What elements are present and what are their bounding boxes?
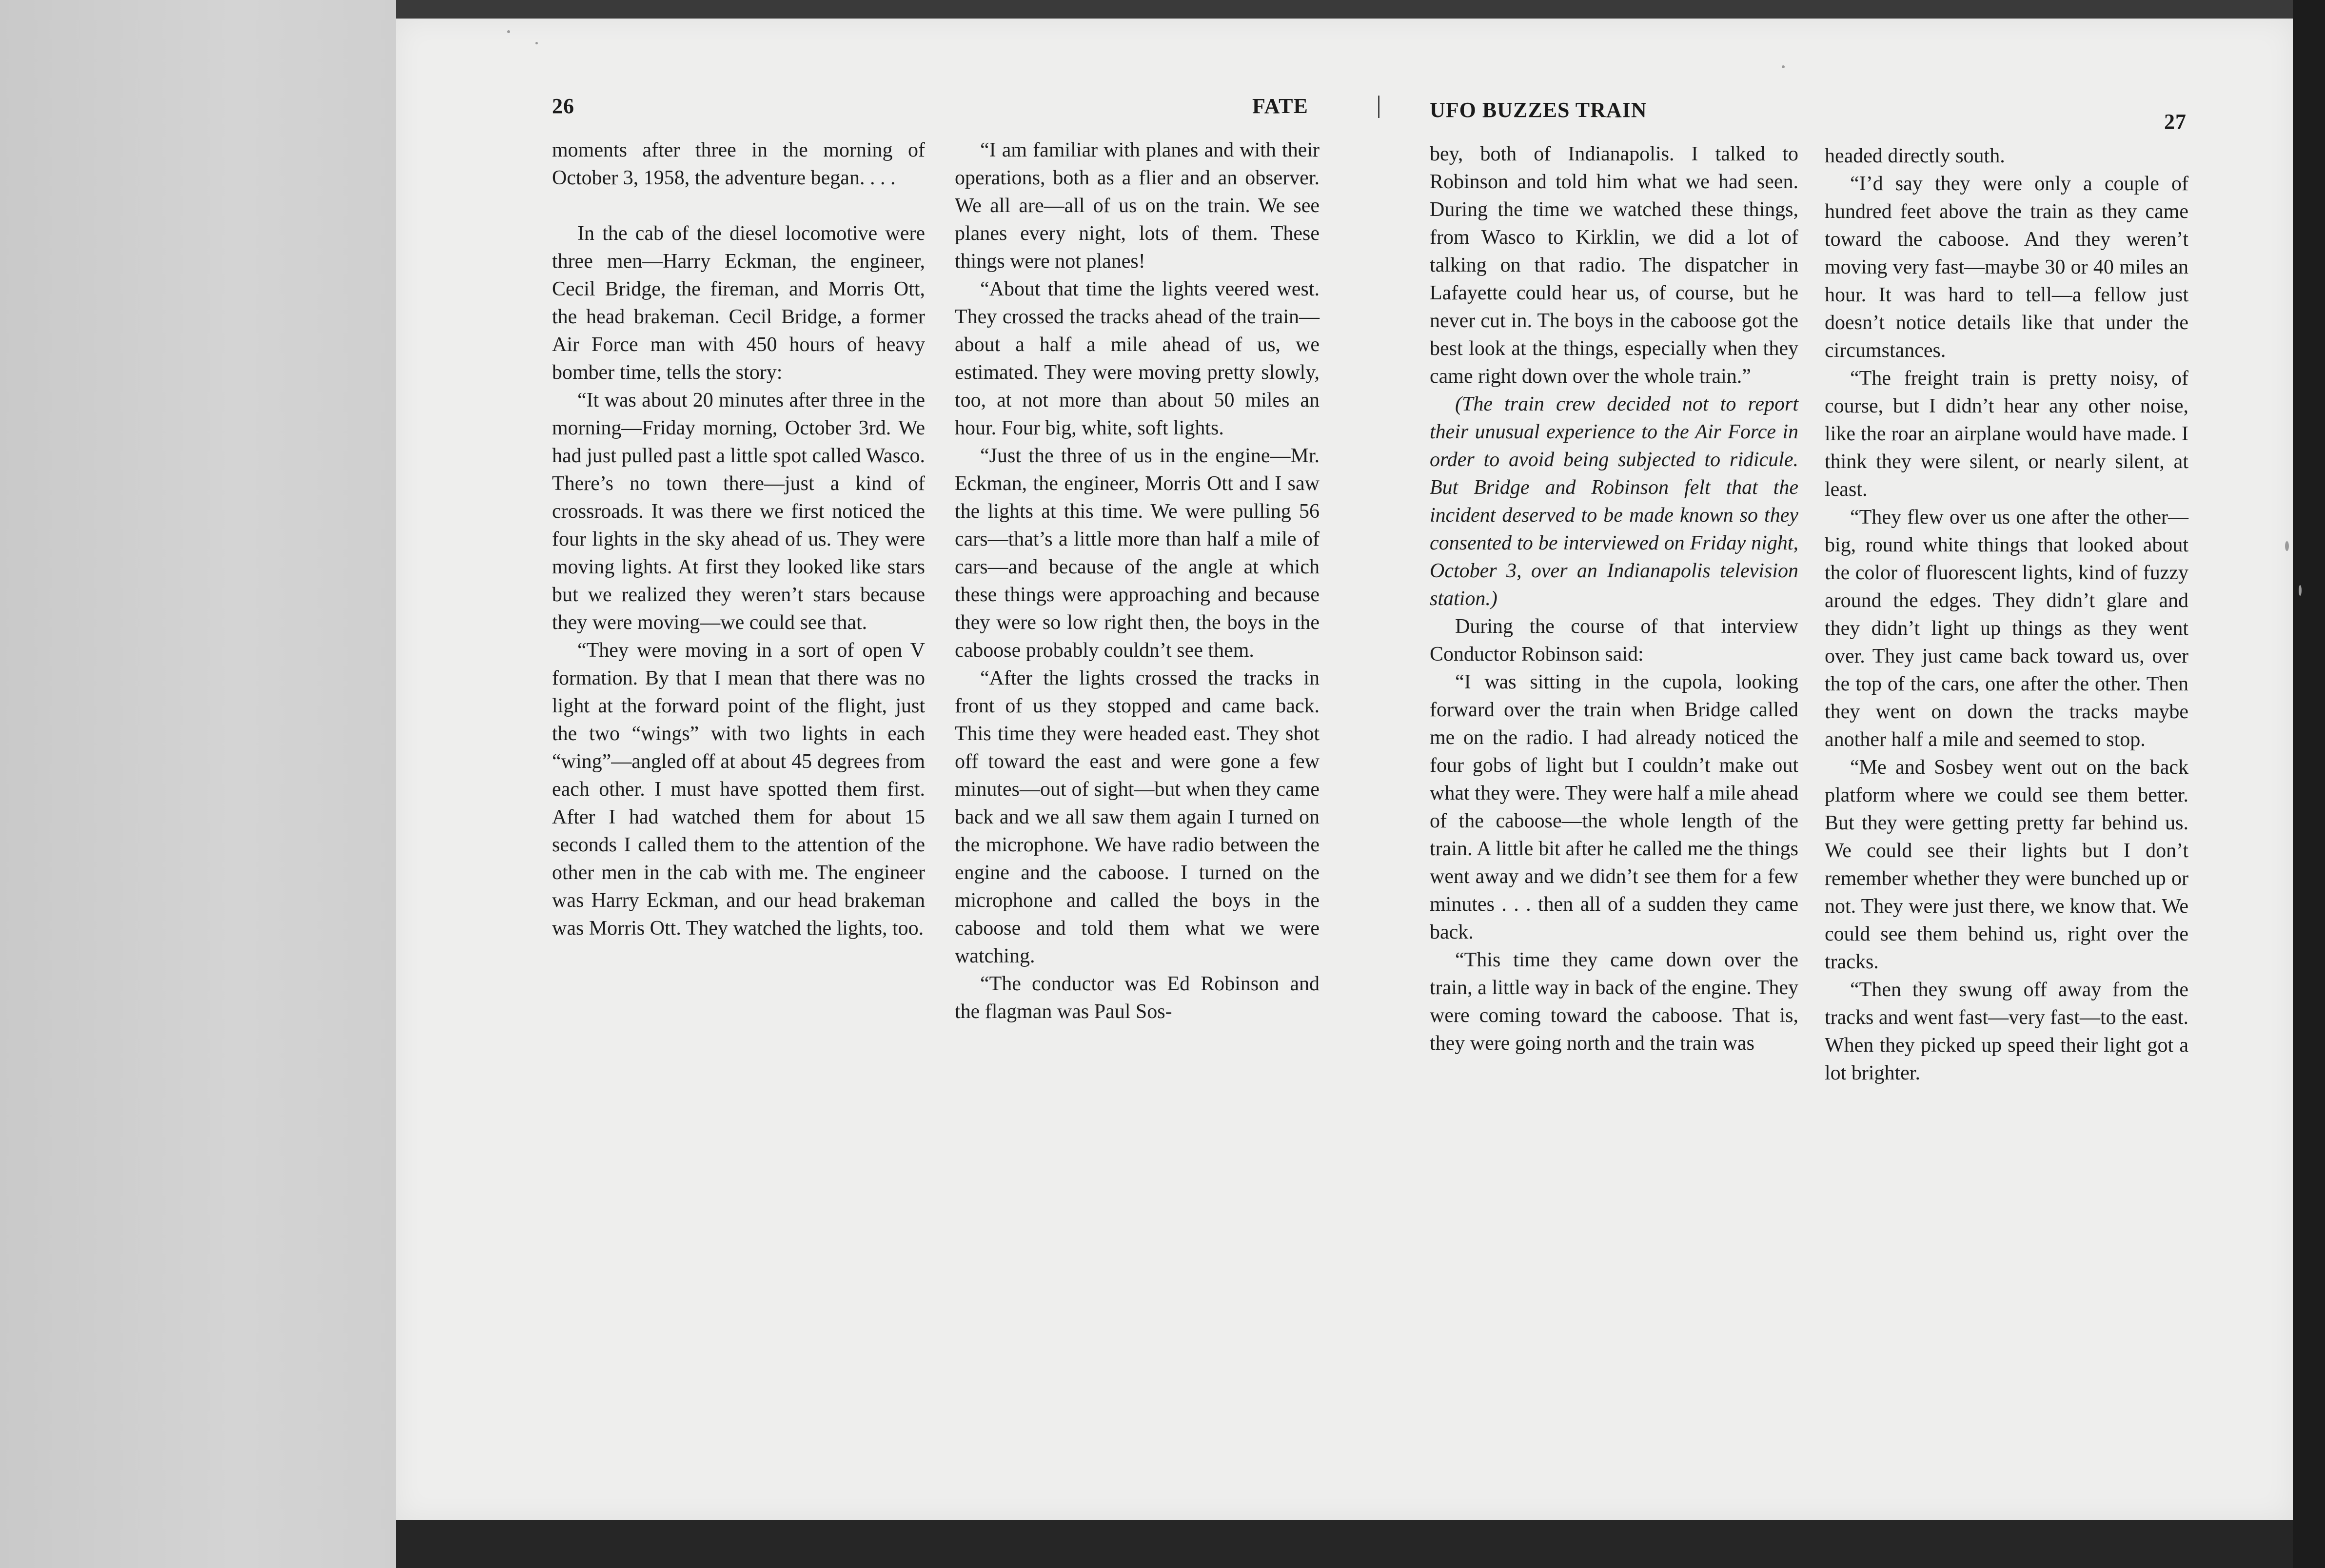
paragraph: headed directly south. — [1825, 145, 2005, 167]
column-1 — [552, 137, 925, 942]
dust-speck — [535, 42, 538, 44]
scan-right-edge — [2293, 0, 2325, 1568]
paragraph: (The train crew decided not to report their unusual experience to the Air Force in order to avoid being subjected to ridicule. But Bridge and Robinson felt that the incident deserved to be made known so they consented to be interviewed on Friday night, October 3, over an Indianapolis television station.) — [1430, 393, 1798, 610]
gutter-divider — [1378, 96, 1379, 118]
paragraph: During the course of that interview Conductor Robinson said: — [1430, 615, 1798, 666]
paragraph: “Just the three of us in the engine—Mr. Eckman, the engineer, Morris Ott and I saw the lights at this time. We were pulling 56 cars—that’s a little more than half a mile of cars—and because of the angle at which these things were approaching and because they were so low right then, the boys in the caboose probably couldn’t see them. — [955, 445, 1320, 662]
right-running-head: UFO BUZZES TRAIN — [1430, 98, 1647, 122]
dust-speck — [507, 30, 510, 33]
column-4 — [1825, 142, 2188, 1087]
paragraph: “I was sitting in the cupola, looking forward over the train when Bridge called me on the radio. I had already noticed the four gobs of light but I couldn’t make out what they were. They were half a mile ahead of the caboose—the whole length of the train. A little bit after he called me the things went away and we didn’t see them for a few minutes . . . then all of a sudden they came back. — [1430, 671, 1798, 943]
paragraph: “They flew over us one after the other—big, round white things that looked about the color of fluorescent lights, kind of fuzzy around the edges. They didn’t glare and they didn’t light up things as they went over. They just came back toward us, over the top of the cars, one after the other. Then they went on down the tracks maybe another half a mile and seemed to stop. — [1825, 506, 2188, 751]
left-running-head: FATE — [1252, 94, 1308, 118]
dust-speck — [2285, 541, 2289, 551]
paragraph: “Then they swung off away from the tracks and went fast—very fast—to the east. When they picked up speed their light got a lot brighter. — [1825, 979, 2188, 1084]
paragraph: “They were moving in a sort of open V formation. By that I mean that there was no light at the forward point of the flight, just the two “wings” with two lights in each “wing”—angled off at about 45 degrees from each other. I must have spotted them first. After I had watched them for about 15 seconds I called them to the attention of the other men in the cab with me. The engineer was Harry Eckman, and our head brakeman was Morris Ott. They watched the lights, too. — [552, 639, 925, 940]
paragraph: bey, both of Indianapolis. I talked to Robinson and told him what we had seen. During the time we watched these things, from Wasco to Kirklin, we did a lot of talking on that radio. The dispatcher in Lafayette could hear us, of course, but he never cut in. The boys in the caboose got the best look at the things, especially when they came right down over the whole train.” — [1430, 143, 1798, 388]
paragraph: “The conductor was Ed Robinson and the flagman was Paul Sos- — [955, 973, 1320, 1023]
paragraph: In the cab of the diesel locomotive were three men—Harry Eckman, the engineer, Cecil Bridge, the fireman, and Morris Ott, the head brakeman. Cecil Bridge, a former Air Force man with 450 hours of heavy bomber time, tells the story: — [552, 222, 925, 384]
scan-bottom-edge — [396, 1520, 2325, 1568]
right-page-number: 27 — [2164, 110, 2187, 134]
left-page-number: 26 — [552, 94, 574, 118]
paragraph: “The freight train is pretty noisy, of course, but I didn’t hear any other noise, like the roar an airplane would have made. I think they were silent, or nearly silent, at least. — [1825, 367, 2188, 501]
paragraph: “After the lights crossed the tracks in front of us they stopped and came back. This time they were headed east. They shot off toward the east and were gone a few minutes—out of sight—but when they came back and we all saw them again I turned on the microphone. We have radio between the engine and the caboose. I turned on the microphone and called the boys in the caboose and told them what we were watching. — [955, 667, 1320, 967]
paragraph: “This time they came down over the train, a little way in back of the engine. They were coming toward the caboose. That is, they were going north and the train was — [1430, 949, 1798, 1055]
paragraph: “Me and Sosbey went out on the back platform where we could see them better. But they were getting pretty far behind us. We could see their lights but I don’t remember whether they were bunched up or not. They were just there, we know that. We could see them behind us, right over the tracks. — [1825, 756, 2188, 973]
dust-speck — [1782, 65, 1785, 68]
paragraph: moments after three in the morning of October 3, 1958, the adventure began. . . . — [552, 139, 925, 189]
paragraph: “I am familiar with planes and with their operations, both as a flier and an observer. We all are—all of us on the train. We see planes every night, lots of them. These things were not planes! — [955, 139, 1320, 273]
paragraph: “About that time the lights veered west. They crossed the tracks ahead of the train—about a half a mile ahead of us, we estimated. They were moving pretty slowly, too, at not more than about 50 miles an hour. Four big, white, soft lights. — [955, 278, 1320, 439]
paragraph: “I’d say they were only a couple of hundred feet above the train as they came toward the caboose. And they weren’t moving very fast—maybe 30 or 40 miles an hour. It was hard to tell—a fellow just doesn’t notice details like that under the circumstances. — [1825, 173, 2188, 362]
dust-speck — [2299, 585, 2302, 596]
scan-left-margin — [0, 0, 396, 1568]
column-2 — [955, 137, 1320, 1026]
scan-top-edge — [396, 0, 2325, 19]
paragraph: “It was about 20 minutes after three in the morning—Friday morning, October 3rd. We had just pulled past a little spot called Wasco. There’s no town there—just a kind of crossroads. It was there we first noticed the four lights in the sky ahead of us. They were moving lights. At first they looked like stars but we realized they weren’t stars because they were moving—we could see that. — [552, 389, 925, 634]
column-3 — [1430, 140, 1798, 1058]
